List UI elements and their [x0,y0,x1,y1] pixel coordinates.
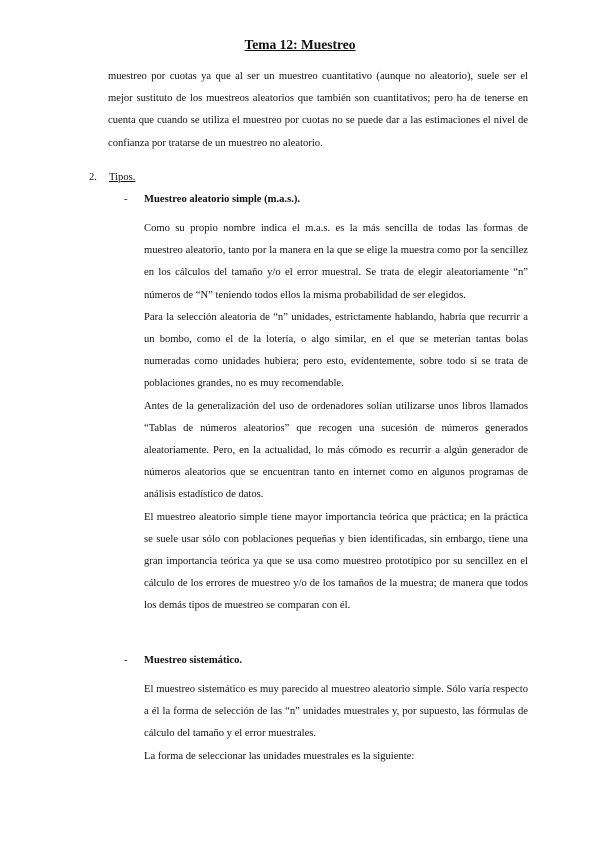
mas-body [144,218,528,618]
subsection-title: Muestreo aleatorio simple (m.a.s.). [144,194,301,205]
sistematico-body [144,679,528,768]
section-number: 2. [89,172,97,183]
section-label: Tipos. [109,172,136,183]
paragraph: El muestreo sistemático es muy parecido al muestreo aleatorio simple. Sólo varía respecto a él la forma de selección de las “n” unidades muestrales y, por supuesto, las fórmulas de cálculo del tamaño y el error muestrales. [144,684,528,740]
bullet-dash: - [124,194,128,205]
bullet-dash: - [124,655,128,666]
paragraph: El muestreo aleatorio simple tiene mayor importancia teórica que práctica; en la práctica se suele usar sólo con poblaciones pequeñas y bien identificadas, sin embargo, tiene una gran importancia teórica ya que se usa como muestreo prototípico por su sencillez en el cálculo de los errores de muestreo y/o de los tamaños de la muestra; de manera que todos los demás tipos de muestreo se comparan con él. [144,511,528,612]
paragraph: Para la selección aleatoria de “n” unidades, estrictamente hablando, habría que recurrir a un bombo, como el de la lotería, o algo similar, en el que se meterían tantas bolas numeradas como unidades hubiera; pero esto, evidentemente, sobre todo si se trata de poblaciones grandes, no es muy recomendable. [144,311,528,390]
section-heading-tipos [89,172,135,183]
subsection-heading-sistematico [124,655,242,666]
page-title [0,37,600,53]
paragraph: La forma de seleccionar las unidades muestrales es la siguiente: [144,750,415,762]
subsection-heading-mas [124,194,300,205]
paragraph: Como su propio nombre indica el m.a.s. es la más sencilla de todas las formas de muestreo aleatorio, tanto por la manera en la que se elige la muestra como por la sencillez en los cálculos del tamaño y/o el error muestral. Se trata de elegir aleatoriamente “n” números de “N” teniendo todos ellos la misma probabilidad de ser elegidos. [144,223,528,301]
subsection-title: Muestreo sistemático. [144,655,243,666]
intro-paragraph: muestreo por cuotas ya que al ser un muestreo cuantitativo (aunque no aleatorio), suele ser el mejor sustituto de los muestreos aleatorios que también son cuantitativos; pero ha de tenerse en cuenta que cuando se utiliza el muestreo por cuotas no se puede dar a las estimaciones el nivel de confianza por tratarse de un muestreo no aleatorio. [108,71,528,149]
page-title-text: Tema 12: Muestreo [244,37,356,52]
paragraph: Antes de la generalización del uso de ordenadores solían utilizarse unos libros llamados “Tablas de números aleatorios” que recogen una sucesión de números generados aleatoriamente. Pero, en la actualidad, lo más cómodo es recurrir a algún generador de números aleatorios que se encuentran tanto en internet como en algunos programas de análisis estadístico de datos. [144,400,528,501]
